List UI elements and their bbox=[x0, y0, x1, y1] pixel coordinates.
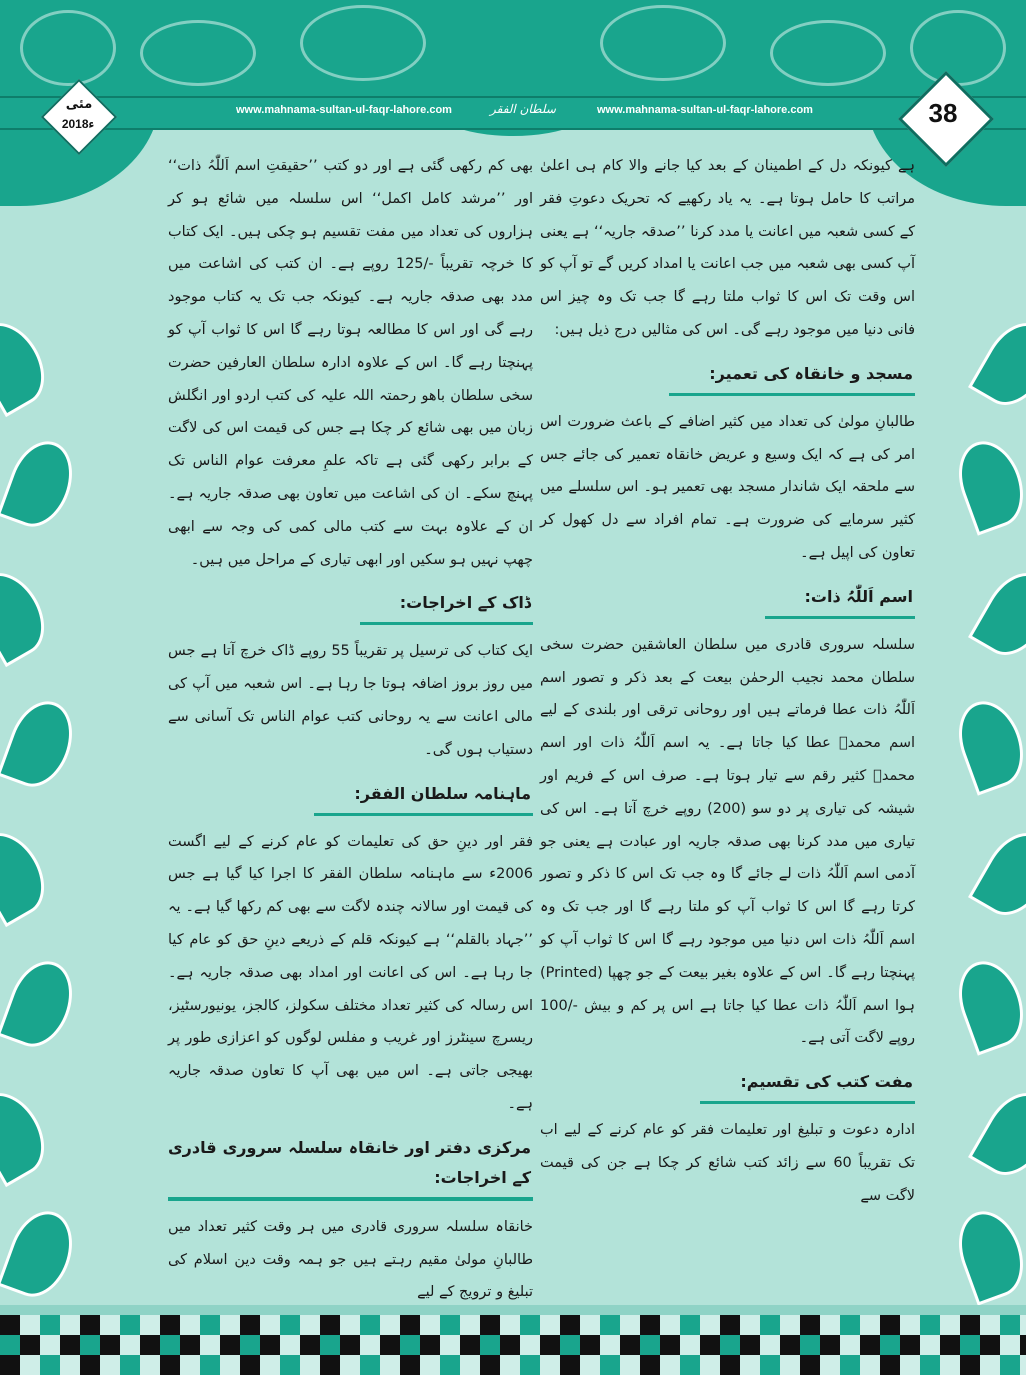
checker-square bbox=[1000, 1315, 1020, 1335]
checker-square bbox=[780, 1335, 800, 1355]
checker-square bbox=[380, 1335, 400, 1355]
checker-square bbox=[680, 1335, 700, 1355]
checker-square bbox=[780, 1315, 800, 1335]
checker-square bbox=[220, 1355, 240, 1375]
checker-square bbox=[940, 1315, 960, 1335]
checker-square bbox=[460, 1335, 480, 1355]
ornament-swirl bbox=[770, 20, 886, 86]
checker-square bbox=[40, 1355, 60, 1375]
checker-square bbox=[980, 1315, 1000, 1335]
right-text-column bbox=[540, 150, 915, 1213]
ornament-swirl bbox=[910, 10, 1006, 86]
checker-square bbox=[40, 1315, 60, 1335]
section-heading: ڈاک کے اخراجات: bbox=[360, 588, 533, 625]
checker-square bbox=[300, 1355, 320, 1375]
checker-square bbox=[80, 1315, 100, 1335]
footer-checker-border bbox=[0, 1305, 1026, 1375]
checker-square bbox=[600, 1335, 620, 1355]
section-heading: مسجد و خانقاہ کی تعمیر: bbox=[669, 359, 915, 396]
checker-square bbox=[500, 1355, 520, 1375]
ornament-swirl bbox=[300, 5, 426, 81]
ornament-swirl bbox=[20, 10, 116, 86]
checker-square bbox=[820, 1335, 840, 1355]
checker-square bbox=[580, 1355, 600, 1375]
checker-square bbox=[80, 1335, 100, 1355]
paragraph: ادارہ دعوت و تبلیغ اور تعلیمات فقر کو عام کرنے کے لیے اب تک تقریباً 60 سے زائد کتب شائع کر چکا ہے جن کی قیمت لاگت سے bbox=[540, 1122, 915, 1204]
paragraph: طالبانِ مولیٰ کی تعداد میں کثیر اضافے کے باعث ضرورت اس امر کی ہے کہ ایک وسیع و عریض خانقاہ تعمیر کی جائے جس سے ملحقہ ایک شاندار مسجد بھی تعمیر ہو۔ اس سلسلے میں کثیر سرمایے کی ضرورت ہے۔ تمام افراد سے دل کھول کر تعاون کی اپیل ہے۔ bbox=[540, 413, 915, 561]
checker-square bbox=[860, 1355, 880, 1375]
paisley-ornament bbox=[968, 821, 1026, 927]
checker-square bbox=[340, 1315, 360, 1335]
checker-square bbox=[800, 1315, 820, 1335]
paragraph: خانقاہ سلسلہ سروری قادری میں ہر وقت کثیر تعداد میں طالبانِ مولیٰ مقیم رہتے ہیں جو ہمہ وقت دین اسلام کی تبلیغ و ترویج کے لیے bbox=[168, 1218, 533, 1301]
checker-square bbox=[840, 1335, 860, 1355]
checker-square bbox=[300, 1315, 320, 1335]
checker-row bbox=[0, 1355, 1026, 1375]
checker-square bbox=[220, 1335, 240, 1355]
section-heading: مرکزی دفتر اور خانقاہ سلسلہ سروری قادری کے اخراجات: bbox=[168, 1133, 533, 1201]
checker-square bbox=[520, 1335, 540, 1355]
checker-square bbox=[760, 1335, 780, 1355]
section-heading: مفت کتب کی تقسیم: bbox=[700, 1067, 915, 1104]
issue-year: 2018ء bbox=[61, 117, 95, 131]
checker-square bbox=[660, 1335, 680, 1355]
checker-square bbox=[160, 1315, 180, 1335]
checker-square bbox=[980, 1335, 1000, 1355]
checker-square bbox=[620, 1335, 640, 1355]
checker-square bbox=[720, 1335, 740, 1355]
checker-square bbox=[20, 1355, 40, 1375]
checker-square bbox=[720, 1355, 740, 1375]
checker-square bbox=[140, 1335, 160, 1355]
checker-square bbox=[800, 1355, 820, 1375]
checker-square bbox=[480, 1355, 500, 1375]
paragraph: سلسلہ سروری قادری میں سلطان العاشقین حضرت سخی سلطان محمد نجیب الرحمٰن بیعت کے بعد ذکر و تصور اسم اَللّٰہُ ذات عطا فرماتے ہیں اور روحانی ترقی اور بلندی کے لیے اسم محمدؐ عطا کیا جاتا ہے۔ یہ اسم اَللّٰہُ ذات اور اسم محمدؐ کثیر رقم سے تیار ہوتا ہے۔ صرف اس کے فریم اور شیشہ کی تیاری پر دو سو (200) روپے خرچ آتا ہے۔ اس کی تیاری میں مدد کرنا بھی صدقہ جاریہ اور عبادت ہے یعنی جو آدمی اسم اَللّٰہُ ذات لے جائے گا وہ جب تک اس کا ذکر و تصور کرتا رہے گا اس کا ثواب آپ کو ملتا رہے گا اور جب تک وہ اسم اَللّٰہُ ذات اس دنیا میں موجود رہے گا اس کا ثواب آپ کو پہنچتا رہے گا۔ اس کے علاوہ بغیر بیعت کے جو چھپا (Printed) ہوا اسم اَللّٰہُ ذات عطا کیا جاتا ہے اس پر کم و بیش -/100 روپے لاگت آتی ہے۔ bbox=[540, 636, 915, 1047]
paragraph: بھی کم رکھی گئی ہے اور دو کتب ’’حقیقتِ اسم اَللّٰہُ ذات‘‘ اور ’’مرشد کامل اکمل‘‘ اس سلسلہ میں شائع ہو کر ہزاروں کی تعداد میں مفت تقسیم ہو چکی ہیں۔ ایک کتاب کا خرچہ تقریباً -/125 روپے ہے۔ ان کتب کی اشاعت میں مدد بھی صدقہ جاریہ ہے۔ کیونکہ جب تک یہ کتاب موجود رہے گی اور اس کا مطالعہ ہوتا رہے گا اس کا ثواب آپ کو پہنچتا رہے گا۔ اس کے علاوہ ادارہ سلطان العارفین حضرت سخی سلطان باھو رحمتہ اللہ علیہ کی کتب اردو اور انگلش زبان میں بھی شائع کر چکا ہے جس کی قیمت اس کی لاگت کے برابر رکھی گئی ہے تاکہ علمِ معرفت عوام الناس تک پہنچ سکے۔ ان کی اشاعت میں تعاون بھی صدقہ جاریہ ہے۔ ان کے علاوہ بہت سے کتب مالی کمی کی وجہ سے ابھی چھپ نہیں ہو سکیں اور ابھی تیاری کے مراحل میں ہیں۔ bbox=[168, 158, 534, 568]
checker-square bbox=[620, 1355, 640, 1375]
left-paisley-border bbox=[0, 320, 70, 1300]
checker-square bbox=[480, 1335, 500, 1355]
checker-square bbox=[100, 1355, 120, 1375]
checker-square bbox=[660, 1355, 680, 1375]
checker-square bbox=[600, 1355, 620, 1375]
checker-square bbox=[20, 1335, 40, 1355]
checker-square bbox=[820, 1315, 840, 1335]
right-paisley-border bbox=[956, 320, 1026, 1300]
checker-square bbox=[320, 1315, 340, 1335]
checker-square bbox=[900, 1355, 920, 1375]
paisley-ornament bbox=[948, 1202, 1026, 1305]
checker-square bbox=[760, 1315, 780, 1335]
checker-square bbox=[60, 1335, 80, 1355]
checker-square bbox=[260, 1315, 280, 1335]
checker-square bbox=[840, 1355, 860, 1375]
paisley-ornament bbox=[948, 692, 1026, 795]
checker-square bbox=[280, 1315, 300, 1335]
checker-square bbox=[640, 1315, 660, 1335]
checker-square bbox=[880, 1355, 900, 1375]
ornament-swirl bbox=[600, 5, 726, 81]
checker-square bbox=[240, 1355, 260, 1375]
checker-square bbox=[640, 1355, 660, 1375]
checker-square bbox=[540, 1355, 560, 1375]
checker-square bbox=[820, 1355, 840, 1375]
checker-square bbox=[760, 1355, 780, 1375]
paisley-ornament bbox=[0, 952, 83, 1055]
checker-square bbox=[20, 1315, 40, 1335]
left-text-column bbox=[168, 150, 533, 1309]
checker-square bbox=[460, 1355, 480, 1375]
checker-square bbox=[260, 1355, 280, 1375]
paisley-ornament bbox=[0, 561, 58, 667]
website-url-left: www.mahnama-sultan-ul-faqr-lahore.com bbox=[236, 104, 452, 116]
checker-square bbox=[380, 1315, 400, 1335]
checker-square bbox=[0, 1335, 20, 1355]
checker-square bbox=[120, 1355, 140, 1375]
checker-square bbox=[880, 1315, 900, 1335]
checker-square bbox=[360, 1315, 380, 1335]
checker-square bbox=[860, 1315, 880, 1335]
checker-square bbox=[420, 1335, 440, 1355]
paisley-ornament bbox=[968, 311, 1026, 417]
checker-square bbox=[660, 1315, 680, 1335]
checker-square bbox=[240, 1315, 260, 1335]
paisley-ornament bbox=[948, 432, 1026, 535]
checker-square bbox=[560, 1355, 580, 1375]
checker-square bbox=[1000, 1335, 1020, 1355]
checker-square bbox=[680, 1315, 700, 1335]
paisley-ornament bbox=[0, 821, 58, 927]
checker-square bbox=[360, 1335, 380, 1355]
checker-square bbox=[460, 1315, 480, 1335]
checker-square bbox=[280, 1355, 300, 1375]
checker-square bbox=[100, 1315, 120, 1335]
checker-square bbox=[860, 1335, 880, 1355]
checker-square bbox=[400, 1355, 420, 1375]
checker-square bbox=[180, 1355, 200, 1375]
checker-square bbox=[960, 1355, 980, 1375]
checker-square bbox=[200, 1335, 220, 1355]
paisley-ornament bbox=[948, 952, 1026, 1055]
checker-square bbox=[220, 1315, 240, 1335]
checker-square bbox=[540, 1315, 560, 1335]
checker-square bbox=[300, 1335, 320, 1355]
magazine-logo: سلطان الفقر bbox=[490, 102, 556, 116]
checker-square bbox=[540, 1335, 560, 1355]
checker-square bbox=[720, 1315, 740, 1335]
checker-square bbox=[500, 1315, 520, 1335]
checker-square bbox=[420, 1315, 440, 1335]
checker-square bbox=[700, 1355, 720, 1375]
paisley-ornament bbox=[0, 1202, 83, 1305]
checker-square bbox=[500, 1335, 520, 1355]
checker-square bbox=[400, 1315, 420, 1335]
checker-square bbox=[880, 1335, 900, 1355]
checker-square bbox=[1020, 1335, 1026, 1355]
checker-square bbox=[960, 1335, 980, 1355]
checker-square bbox=[620, 1315, 640, 1335]
paisley-ornament bbox=[968, 1081, 1026, 1187]
checker-square bbox=[920, 1355, 940, 1375]
checker-square bbox=[60, 1315, 80, 1335]
checker-square bbox=[480, 1315, 500, 1335]
checker-square bbox=[60, 1355, 80, 1375]
checker-square bbox=[0, 1315, 20, 1335]
checker-square bbox=[780, 1355, 800, 1375]
checker-square bbox=[160, 1335, 180, 1355]
checker-square bbox=[920, 1315, 940, 1335]
checker-square bbox=[120, 1315, 140, 1335]
checker-square bbox=[520, 1355, 540, 1375]
paragraph: ایک کتاب کی ترسیل پر تقریباً 55 روپے ڈاک خرچ آتا ہے جس میں روز بروز اضافہ ہوتا جا رہا ہے۔ اس شعبہ میں آپ کی مالی اعانت سے یہ روحانی کتب عوام الناس تک آسانی سے دستیاب ہوں گی۔ bbox=[168, 643, 534, 758]
checker-square bbox=[260, 1335, 280, 1355]
checker-square bbox=[420, 1355, 440, 1375]
checker-square bbox=[380, 1355, 400, 1375]
checker-row bbox=[0, 1315, 1026, 1335]
checker-square bbox=[320, 1355, 340, 1375]
checker-square bbox=[440, 1355, 460, 1375]
checker-square bbox=[340, 1335, 360, 1355]
checker-square bbox=[140, 1355, 160, 1375]
checker-square bbox=[100, 1335, 120, 1355]
checker-square bbox=[900, 1315, 920, 1335]
checker-square bbox=[840, 1315, 860, 1335]
checker-square bbox=[680, 1355, 700, 1375]
ornament-swirl bbox=[140, 20, 256, 86]
checker-square bbox=[800, 1335, 820, 1355]
paisley-ornament bbox=[0, 1081, 58, 1187]
checker-square bbox=[520, 1315, 540, 1335]
checker-square bbox=[40, 1335, 60, 1355]
checker-square bbox=[340, 1355, 360, 1375]
checker-square bbox=[1020, 1355, 1026, 1375]
page-number: 38 bbox=[928, 98, 958, 128]
section-heading: اسم اَللّٰہُ ذات: bbox=[765, 582, 915, 619]
checker-square bbox=[80, 1355, 100, 1375]
checker-row bbox=[0, 1335, 1026, 1355]
checker-square bbox=[440, 1335, 460, 1355]
checker-square bbox=[200, 1355, 220, 1375]
paisley-ornament bbox=[0, 692, 83, 795]
paisley-ornament bbox=[968, 561, 1026, 667]
checker-square bbox=[440, 1315, 460, 1335]
checker-square bbox=[360, 1355, 380, 1375]
checker-square bbox=[400, 1335, 420, 1355]
paisley-ornament bbox=[0, 432, 83, 535]
checker-square bbox=[580, 1335, 600, 1355]
paisley-ornament bbox=[0, 311, 58, 417]
checker-square bbox=[940, 1355, 960, 1375]
checker-square bbox=[280, 1335, 300, 1355]
checker-square bbox=[980, 1355, 1000, 1375]
checker-square bbox=[920, 1335, 940, 1355]
paragraph: فقر اور دینِ حق کی تعلیمات کو عام کرنے کے لیے اگست 2006ء سے ماہنامہ سلطان الفقر کا اجرا کیا گیا ہے جس کی قیمت اور سالانہ چندہ لاگت سے بھی کم رکھا گیا ہے۔ یہ ’’جہاد بالقلم‘‘ ہے کیونکہ قلم کے ذریعے دینِ حق کو عام کیا جا رہا ہے۔ اس کی اعانت اور امداد بھی صدقہ جاریہ ہے۔ اس رسالہ کی کثیر تعداد مختلف سکولز، کالجز، یونیورسٹیز، ریسرچ سینٹرز اور غریب و مفلس لوگوں کو اعزازی طور پر بھیجی جاتی ہے۔ اس میں بھی آپ کا تعاون صدقہ جاریہ ہے۔ bbox=[168, 833, 533, 1112]
checker-square bbox=[560, 1335, 580, 1355]
website-url-right: www.mahnama-sultan-ul-faqr-lahore.com bbox=[597, 104, 813, 116]
checker-square bbox=[1000, 1355, 1020, 1375]
checker-square bbox=[200, 1315, 220, 1335]
checker-square bbox=[580, 1315, 600, 1335]
checker-square bbox=[320, 1335, 340, 1355]
checker-square bbox=[700, 1315, 720, 1335]
paragraph: ہے کیونکہ دل کے اطمینان کے بعد کیا جانے والا کام ہی اعلیٰ مراتب کا حامل ہوتا ہے۔ یہ یاد رکھیے کہ تحریک دعوتِ فقر کے کسی شعبہ میں اعانت یا مدد کرنا ’’صدقہ جاریہ‘‘ ہے یعنی آپ کسی بھی شعبہ میں جب اعانت یا امداد کریں گے تو آپ کو اس وقت تک اس کا ثواب ملتا رہے گا جب تک وہ چیز اس فانی دنیا میں موجود رہے گی۔ اس کی مثالیں درج ذیل ہیں: bbox=[540, 158, 915, 338]
checker-square bbox=[240, 1335, 260, 1355]
checker-square bbox=[900, 1335, 920, 1355]
checker-square bbox=[140, 1315, 160, 1335]
checker-square bbox=[160, 1355, 180, 1375]
checker-square bbox=[180, 1335, 200, 1355]
checker-square bbox=[120, 1335, 140, 1355]
checker-square bbox=[560, 1315, 580, 1335]
checker-square bbox=[940, 1335, 960, 1355]
checker-square bbox=[740, 1315, 760, 1335]
checker-square bbox=[740, 1335, 760, 1355]
checker-square bbox=[740, 1355, 760, 1375]
checker-square bbox=[600, 1315, 620, 1335]
checker-square bbox=[640, 1335, 660, 1355]
checker-square bbox=[180, 1315, 200, 1335]
checker-square bbox=[960, 1315, 980, 1335]
checker-square bbox=[0, 1355, 20, 1375]
checker-square bbox=[1020, 1315, 1026, 1335]
checker-square bbox=[700, 1335, 720, 1355]
section-heading: ماہنامہ سلطان الفقر: bbox=[314, 779, 533, 816]
issue-month: مئی bbox=[65, 97, 93, 112]
